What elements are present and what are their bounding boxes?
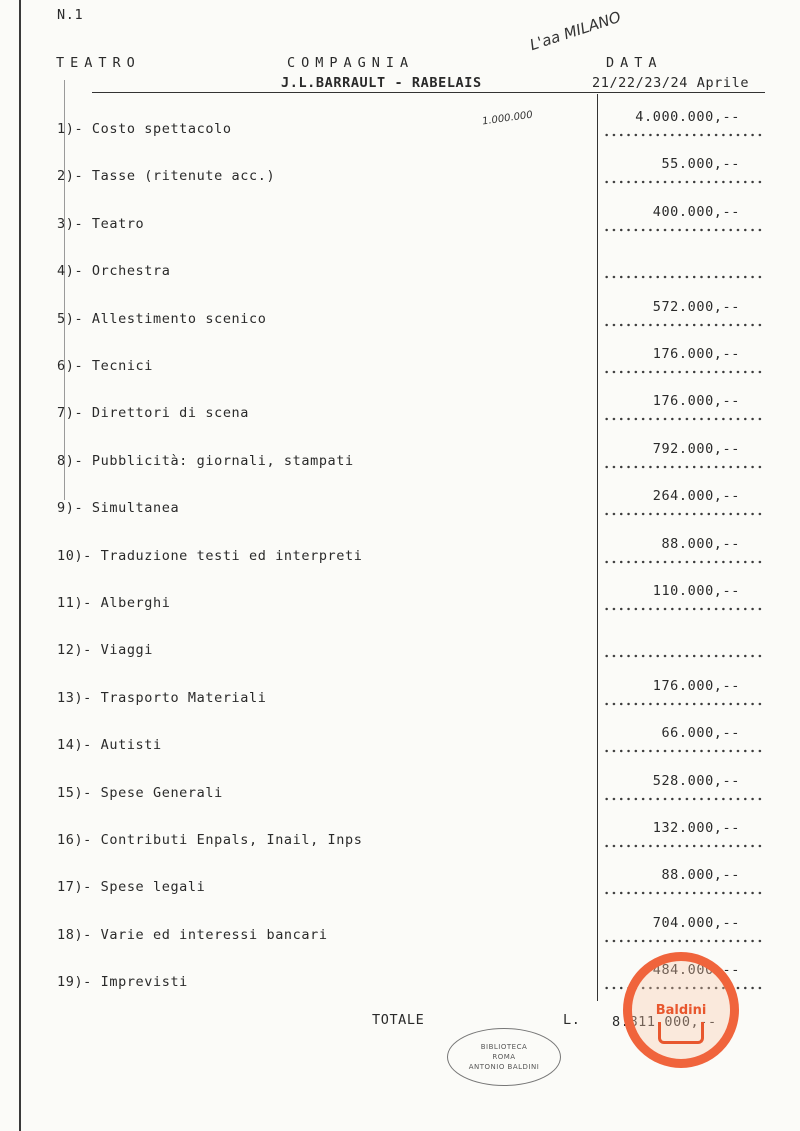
dotted-leader (603, 702, 763, 706)
dotted-leader (603, 512, 763, 516)
expense-item-amount: 66.000,-- (661, 725, 740, 741)
expense-item-amount: 792.000,-- (652, 441, 740, 457)
expense-item-label: 18)- Varie ed interessi bancari (57, 927, 328, 943)
compagnia-value: J.L.BARRAULT - RABELAIS (281, 75, 482, 91)
dotted-leader (603, 180, 763, 184)
stamp-line: ANTONIO BALDINI (468, 1063, 540, 1071)
expense-item-label: 14)- Autisti (57, 737, 162, 753)
expense-item-amount: 110.000,-- (652, 583, 740, 599)
column-header-data: DATA (606, 55, 663, 71)
amount-column-rule (597, 94, 598, 1001)
stamp-line: BIBLIOTECA (480, 1043, 528, 1051)
expense-item-label: 17)- Spese legali (57, 879, 206, 895)
expense-item-label: 16)- Contributi Enpals, Inail, Inps (57, 832, 363, 848)
expense-item-label: 8)- Pubblicità: giornali, stampati (57, 453, 354, 469)
expense-item-amount: 4.000.000,-- (635, 109, 740, 125)
expense-item-amount: 88.000,-- (661, 867, 740, 883)
expense-item-label: 5)- Allestimento scenico (57, 311, 267, 327)
expense-item-label: 4)- Orchestra (57, 263, 171, 279)
column-header-compagnia: COMPAGNIA (287, 55, 415, 71)
dotted-leader (603, 560, 763, 564)
dotted-leader (603, 844, 763, 848)
dotted-leader (603, 275, 763, 279)
dotted-leader (603, 133, 763, 137)
stamp-line: ROMA (492, 1053, 516, 1061)
expense-item-label: 6)- Tecnici (57, 358, 154, 374)
expense-item-label: 15)- Spese Generali (57, 785, 223, 801)
expense-item-amount: 132.000,-- (652, 820, 740, 836)
expense-item-amount: 572.000,-- (652, 299, 740, 315)
expense-item-amount: 55.000,-- (661, 156, 740, 172)
total-currency: L. (563, 1012, 581, 1028)
header-rule (92, 92, 765, 93)
dotted-leader (603, 607, 763, 611)
dotted-leader (603, 370, 763, 374)
expense-item-label: 3)- Teatro (57, 216, 145, 232)
total-amount: 8.811.000,-- (612, 1014, 717, 1030)
logo-text: Baldini (655, 1003, 707, 1018)
dotted-leader (603, 323, 763, 327)
expense-item-label: 19)- Imprevisti (57, 974, 188, 990)
expense-item-amount: 176.000,-- (652, 393, 740, 409)
expense-item-label: 11)- Alberghi (57, 595, 171, 611)
data-value: 21/22/23/24 Aprile (592, 75, 750, 91)
expense-item-amount: 400.000,-- (652, 204, 740, 220)
dotted-leader (603, 417, 763, 421)
expense-item-amount: 264.000,-- (652, 488, 740, 504)
handwritten-city: L'aa MILANO (527, 7, 624, 55)
expense-item-amount: 88.000,-- (661, 536, 740, 552)
handwritten-note: 1.000.000 (481, 109, 534, 128)
dotted-leader (603, 797, 763, 801)
expense-item-label: 10)- Traduzione testi ed interpreti (57, 548, 363, 564)
expense-item-amount: 528.000,-- (652, 773, 740, 789)
column-header-teatro: TEATRO (56, 55, 141, 71)
dotted-leader (603, 749, 763, 753)
expense-item-label: 7)- Direttori di scena (57, 405, 250, 421)
dotted-leader (603, 939, 763, 943)
expense-item-amount: 704.000,-- (652, 915, 740, 931)
page-left-edge (19, 0, 21, 1131)
doc-number: N.1 (57, 7, 84, 23)
expense-item-label: 13)- Trasporto Materiali (57, 690, 267, 706)
expense-item-amount: 484.000,-- (652, 962, 740, 978)
expense-item-label: 2)- Tasse (ritenute acc.) (57, 168, 276, 184)
expense-item-amount: 176.000,-- (652, 346, 740, 362)
expense-item-label: 12)- Viaggi (57, 642, 154, 658)
total-label: TOTALE (372, 1012, 425, 1028)
dotted-leader (603, 228, 763, 232)
expense-item-label: 1)- Costo spettacolo (57, 121, 232, 137)
baldini-logo (623, 952, 739, 1068)
dotted-leader (603, 465, 763, 469)
book-icon (658, 1022, 704, 1044)
dotted-leader (603, 891, 763, 895)
expense-item-amount: 176.000,-- (652, 678, 740, 694)
library-stamp (447, 1028, 561, 1086)
dotted-leader (603, 654, 763, 658)
page-margin-line (64, 80, 65, 500)
expense-item-label: 9)- Simultanea (57, 500, 180, 516)
